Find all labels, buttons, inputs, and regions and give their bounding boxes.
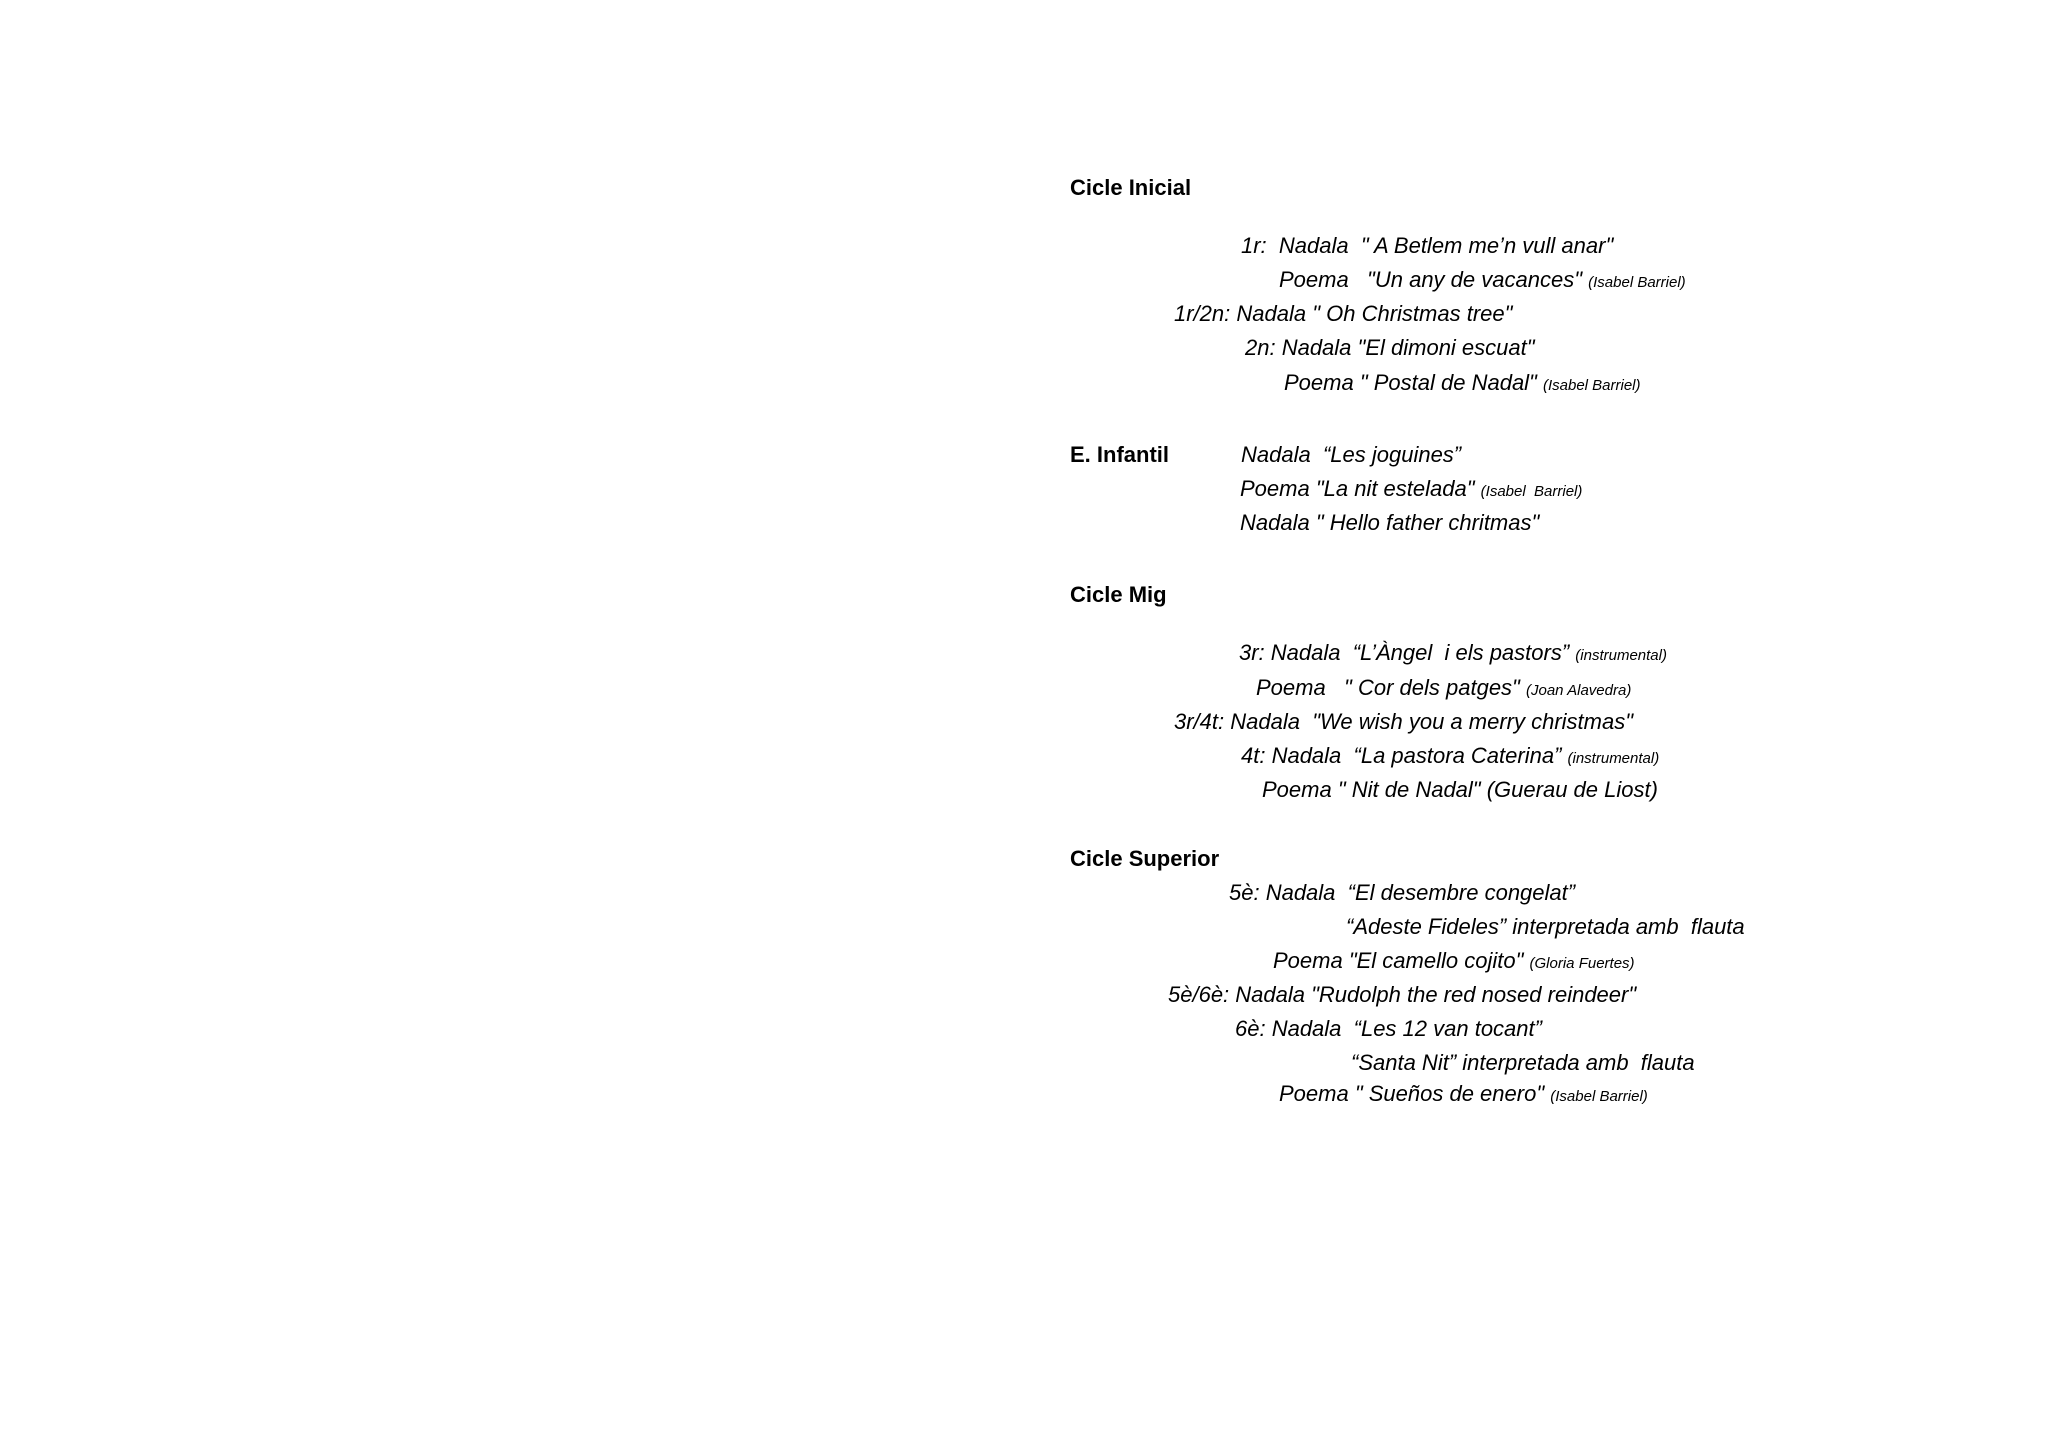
program-line: Poema "La nit estelada" (Isabel Barriel) [1240, 476, 1583, 501]
program-line: Poema " Nit de Nadal" (Guerau de Liost) [1262, 777, 1658, 802]
program-line: Nadala “Les joguines” [1241, 442, 1462, 467]
section-heading-e-infantil: E. Infantil [1070, 442, 1169, 467]
section-heading-cicle-mig: Cicle Mig [1070, 582, 1167, 607]
program-line: 1r/2n: Nadala " Oh Christmas tree" [1174, 301, 1513, 326]
program-line: Poema " Postal de Nadal" (Isabel Barriel) [1284, 370, 1641, 395]
program-line: Poema "El camello cojito" (Gloria Fuertes) [1273, 948, 1635, 973]
author-note: (Isabel Barriel) [1588, 274, 1686, 291]
program-line: 1r: Nadala " A Betlem me’n vull anar" [1241, 233, 1614, 258]
program-line: Poema " Sueños de enero" (Isabel Barriel) [1279, 1081, 1648, 1106]
author-note: (Isabel Barriel) [1480, 483, 1583, 500]
instrumental-note: (instrumental) [1567, 750, 1660, 767]
program-line: “Adeste Fideles” interpretada amb flauta [1346, 914, 1745, 939]
author-note: (Gloria Fuertes) [1529, 955, 1635, 972]
program-line: Poema " Cor dels patges" (Joan Alavedra) [1256, 675, 1632, 700]
author-note: (Isabel Barriel) [1550, 1088, 1648, 1105]
author-note: (Joan Alavedra) [1525, 682, 1632, 699]
program-line: 5è: Nadala “El desembre congelat” [1229, 880, 1576, 905]
program-line: 3r: Nadala “L’Àngel i els pastors” (instrumental) [1239, 640, 1667, 665]
program-line: Nadala " Hello father chritmas" [1240, 510, 1540, 535]
program-line: 5è/6è: Nadala "Rudolph the red nosed reindeer" [1168, 982, 1637, 1007]
section-heading-cicle-superior: Cicle Superior [1070, 846, 1220, 871]
section-heading-cicle-inicial: Cicle Inicial [1070, 175, 1192, 200]
program-line: 3r/4t: Nadala "We wish you a merry christmas" [1174, 709, 1634, 734]
program-line: 4t: Nadala “La pastora Caterina” (instrumental) [1241, 743, 1660, 768]
program-line: Poema "Un any de vacances" (Isabel Barriel) [1279, 267, 1686, 292]
program-line: 6è: Nadala “Les 12 van tocant” [1235, 1016, 1542, 1041]
program-line: 2n: Nadala "El dimoni escuat" [1245, 335, 1535, 360]
author-note: (Isabel Barriel) [1542, 377, 1641, 394]
instrumental-note: (instrumental) [1575, 647, 1667, 664]
program-line: “Santa Nit” interpretada amb flauta [1351, 1050, 1695, 1075]
